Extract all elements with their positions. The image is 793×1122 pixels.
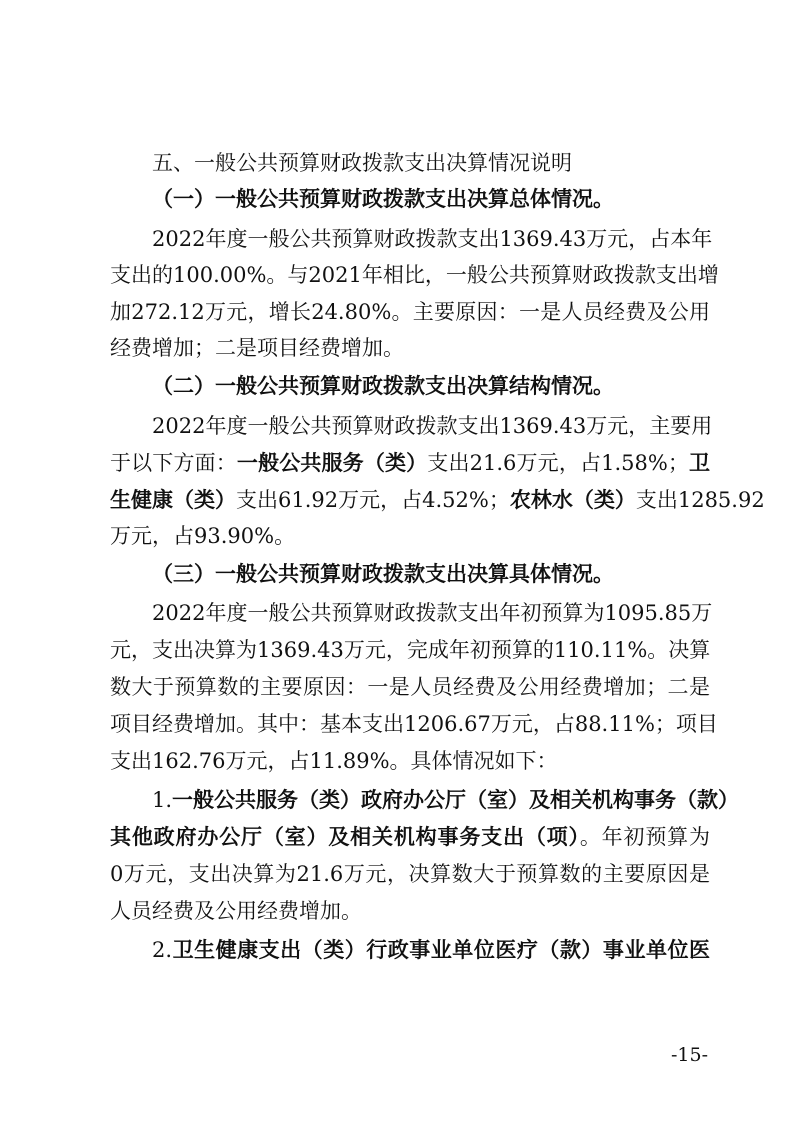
bold-category: 生健康（类） [110, 487, 236, 512]
text-run: 于以下方面： [110, 451, 237, 475]
paragraph-line: 数大于预算数的主要原因：一是人员经费及公用经费增加；二是 [110, 675, 710, 699]
paragraph-line: 加272.12万元，增长24.80%。主要原因：一是人员经费及公用 [110, 300, 710, 324]
bold-category: 一般公共服务（类） [236, 450, 428, 475]
text-run: 支出1285.92 [635, 488, 765, 512]
item-1-title-line [152, 783, 740, 817]
paragraph-line: 支出162.76万元，占11.89%。具体情况如下： [110, 749, 558, 773]
paragraph-line: 项目经费增加。其中：基本支出1206.67万元，占88.11%；项目 [110, 712, 718, 736]
paragraph-line: 万元，占93.90%。 [110, 524, 296, 548]
item-title-bold: 卫生健康支出（类）行政事业单位医疗（款）事业单位医 [172, 937, 710, 962]
paragraph-line: 2022年度一般公共预算财政拨款支出年初预算为1095.85万 [152, 601, 713, 625]
item-1-title-line [110, 820, 710, 854]
paragraph-line-mixed [110, 446, 710, 480]
subsection-heading-3: （三）一般公共预算财政拨款支出决算具体情况。 [152, 561, 614, 586]
subsection-heading-1: （一）一般公共预算财政拨款支出决算总体情况。 [152, 186, 614, 211]
paragraph-line: 支出的100.00%。与2021年相比，一般公共预算财政拨款支出增 [110, 263, 719, 287]
section-title: 五、一般公共预算财政拨款支出决算情况说明 [152, 151, 572, 175]
item-title-bold: 其他政府办公厅（室）及相关机构事务支出（项） [110, 824, 580, 849]
text-run: 。年初预算为 [579, 825, 711, 849]
item-number: 1. [152, 788, 173, 812]
item-title-bold: 一般公共服务（类）政府办公厅（室）及相关机构事务（款） [172, 787, 740, 812]
text-run: 支出61.92万元，占4.52%； [236, 488, 510, 512]
paragraph-line: 0万元，支出决算为21.6万元，决算数大于预算数的主要原因是 [110, 862, 710, 886]
bold-category: 卫 [688, 450, 710, 475]
paragraph-line: 人员经费及公用经费增加。 [110, 899, 362, 923]
subsection-heading-2: （二）一般公共预算财政拨款支出决算结构情况。 [152, 373, 614, 398]
paragraph-line: 元，支出决算为1369.43万元，完成年初预算的110.11%。决算 [110, 638, 711, 662]
paragraph-line: 2022年度一般公共预算财政拨款支出1369.43万元，占本年 [152, 227, 713, 251]
paragraph-line: 2022年度一般公共预算财政拨款支出1369.43万元，主要用 [152, 414, 713, 438]
bold-category: 农林水（类） [509, 487, 636, 512]
paragraph-line-mixed [110, 483, 765, 517]
page-number: -15- [670, 1044, 708, 1066]
item-2-title-line [152, 933, 710, 967]
paragraph-line: 经费增加；二是项目经费增加。 [110, 336, 404, 360]
item-number: 2. [152, 938, 173, 962]
text-run: 支出21.6万元，占1.58%； [427, 451, 689, 475]
